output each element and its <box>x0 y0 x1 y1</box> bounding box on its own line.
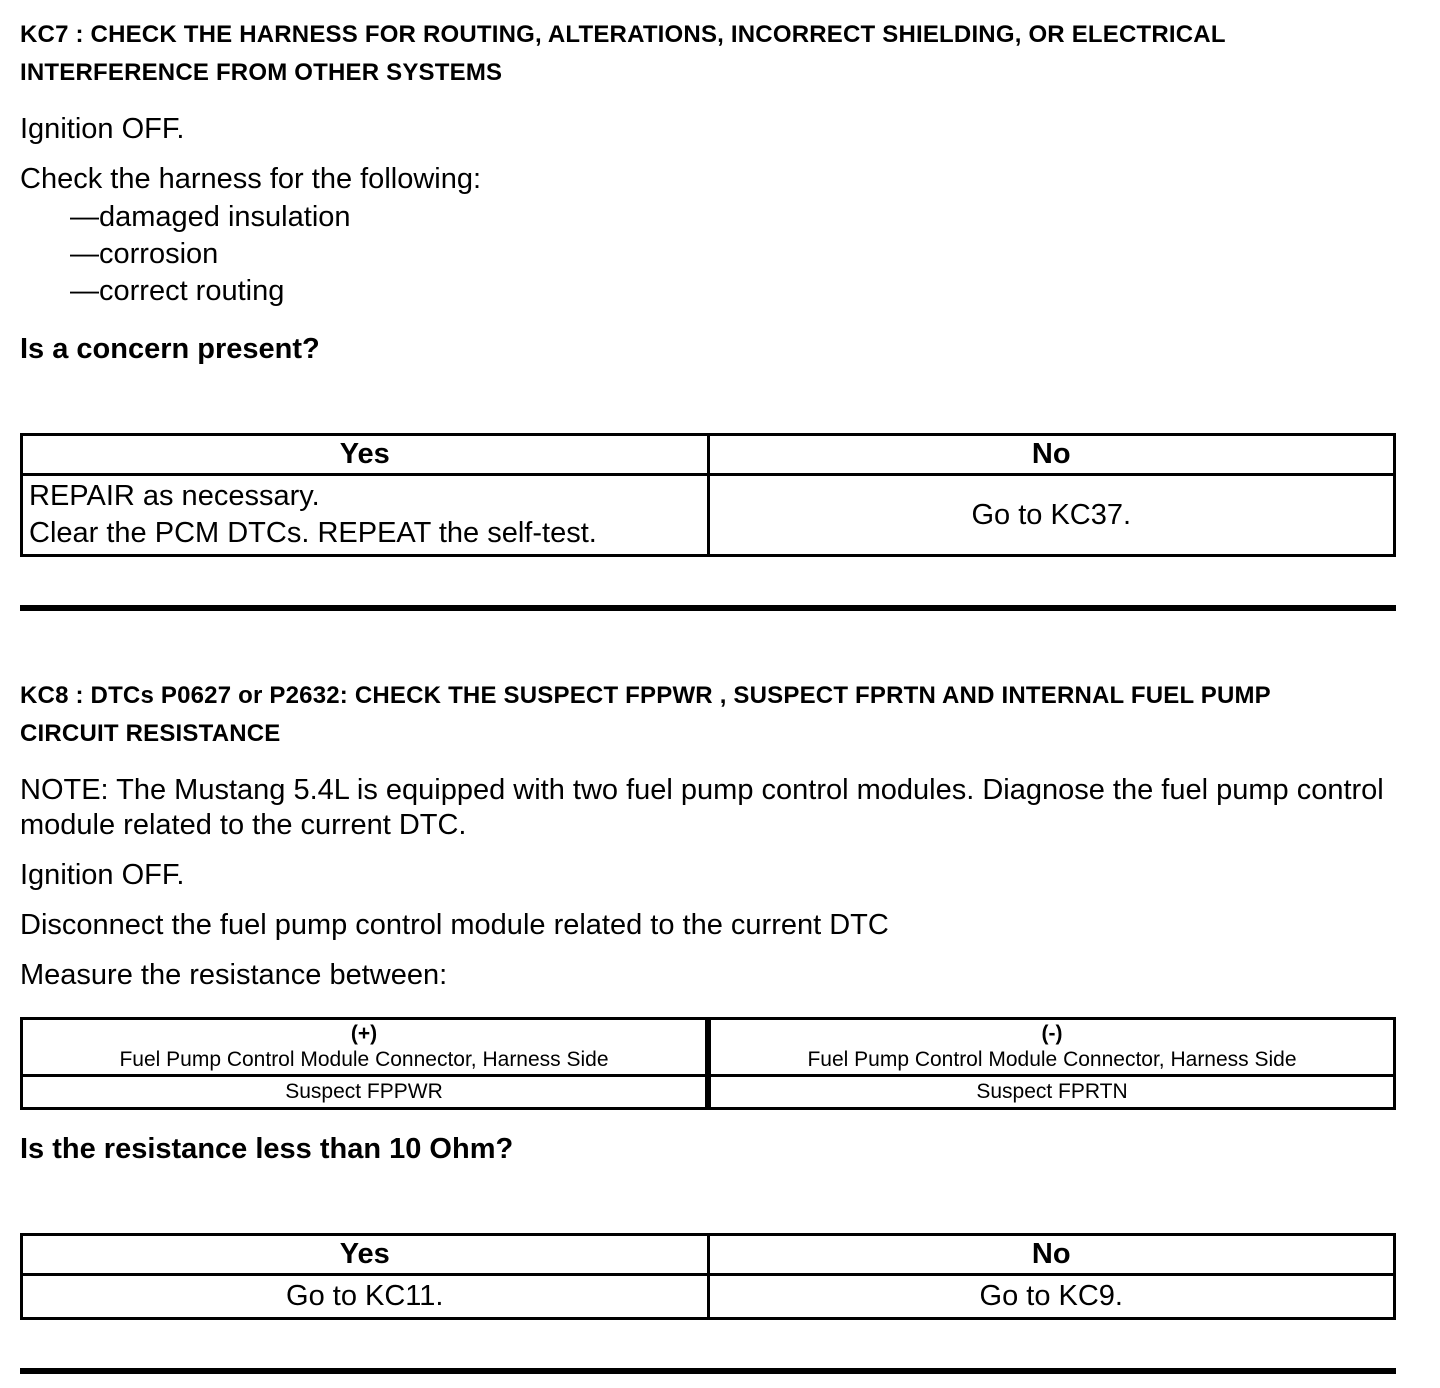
kc7-yes-action-cell <box>22 475 709 556</box>
kc7-checklist <box>20 199 1396 310</box>
kc7-question: Is a concern present? <box>20 333 320 365</box>
kc8-yes-action-cell: Go to KC11. <box>22 1275 709 1319</box>
kc8-result-header-row <box>22 1235 1395 1275</box>
kc8-no-action-cell: Go to KC9. <box>708 1275 1395 1319</box>
negative-polarity-label: (-) <box>1041 1022 1063 1045</box>
positive-connector-label: Fuel Pump Control Module Connector, Harness Side <box>119 1048 609 1071</box>
kc8-measurement-value-row <box>22 1076 1395 1109</box>
kc8-yes-header: Yes <box>22 1235 709 1275</box>
kc8-negative-header-cell <box>708 1019 1395 1076</box>
kc7-check-intro: Check the harness for the following: <box>20 163 482 195</box>
kc7-result-header-row <box>22 435 1395 475</box>
kc8-step-heading: KC8 : DTCs P0627 or P2632: CHECK THE SUSPECT FPPWR , SUSPECT FPRTN AND INTERNAL FUEL PUMP CIRCUIT RESISTANCE <box>20 682 1271 747</box>
checklist-item-correct-routing: —correct routing <box>70 275 285 307</box>
kc7-yes-header: Yes <box>22 435 709 475</box>
kc8-measurement-table <box>20 1017 1396 1110</box>
kc8-disconnect-instruction: Disconnect the fuel pump control module related to the current DTC <box>20 909 889 941</box>
kc7-no-action-cell: Go to KC37. <box>708 475 1395 556</box>
page-end-divider <box>20 1368 1396 1374</box>
kc8-question: Is the resistance less than 10 Ohm? <box>20 1133 514 1165</box>
kc8-ignition-instruction: Ignition OFF. <box>20 859 185 891</box>
kc7-ignition-instruction: Ignition OFF. <box>20 113 185 145</box>
positive-polarity-label: (+) <box>350 1022 378 1045</box>
kc8-result-body-row <box>22 1275 1395 1319</box>
kc7-result-body-row <box>22 475 1395 556</box>
kc7-yes-action-line-2: Clear the PCM DTCs. REPEAT the self-test. <box>29 517 597 549</box>
positive-circuit-cell: Suspect FPPWR <box>22 1076 709 1109</box>
kc8-measurement-header-row <box>22 1019 1395 1076</box>
section-kc7 <box>20 16 1396 557</box>
negative-circuit-cell: Suspect FPRTN <box>708 1076 1395 1109</box>
kc7-step-heading: KC7 : CHECK THE HARNESS FOR ROUTING, ALTERATIONS, INCORRECT SHIELDING, OR ELECTRICAL INTERFERENCE FROM OTHER SYSTEMS <box>20 21 1226 86</box>
kc7-result-table <box>20 433 1396 557</box>
kc8-positive-header-cell <box>22 1019 709 1076</box>
kc7-no-header: No <box>708 435 1395 475</box>
section-divider <box>20 605 1396 611</box>
kc8-no-header: No <box>708 1235 1395 1275</box>
kc8-result-table <box>20 1233 1396 1320</box>
kc8-note: NOTE: The Mustang 5.4L is equipped with two fuel pump control modules. Diagnose the fuel pump control module related to the current DTC. <box>20 774 1384 841</box>
checklist-item-corrosion: —corrosion <box>70 238 219 270</box>
kc8-measure-intro: Measure the resistance between: <box>20 959 448 991</box>
negative-connector-label: Fuel Pump Control Module Connector, Harness Side <box>807 1048 1297 1071</box>
checklist-item-damaged-insulation: —damaged insulation <box>70 201 351 233</box>
kc7-yes-action-line-1: REPAIR as necessary. <box>29 480 320 512</box>
section-kc8 <box>20 677 1396 1320</box>
